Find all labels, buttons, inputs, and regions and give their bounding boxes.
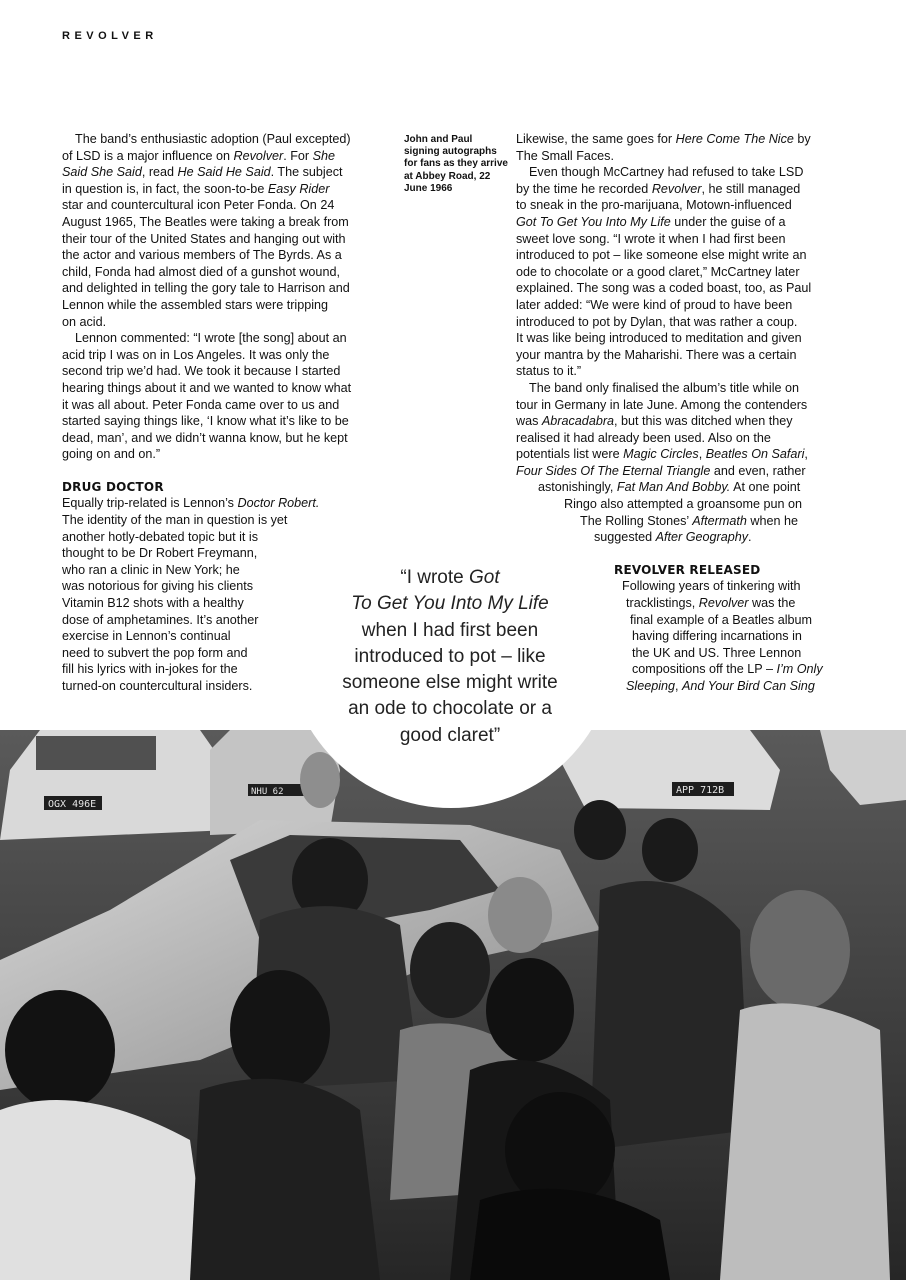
svg-text:OGX 496E: OGX 496E bbox=[48, 799, 97, 810]
svg-text:APP 712B: APP 712B bbox=[676, 785, 725, 796]
paragraph-album-title: The band only finalised the album’s title while on tour in Germany in late June. Among the contenders was Abracadabra, but this was ditched when they realised it had already been used. Also on the potentials list were Magic Circles, Beatles On Safari, Four Sides Of The Eternal Triangle and even, rather astonishingly, Fat Man And Bobby. At one point Ringo also attempted a groansome pun on The Rolling Stones’ Aftermath when he suggested After Geography. bbox=[516, 380, 808, 545]
abbey-road-photo bbox=[0, 730, 906, 1280]
photo-caption: John and Paul signing autographs for fans as they arrive at Abbey Road, 22 June 1966 bbox=[404, 134, 508, 194]
svg-text:NHU 62: NHU 62 bbox=[251, 787, 284, 797]
parked-car-right bbox=[560, 730, 906, 810]
paragraph-small-faces: Likewise, the same goes for Here Come The Nice by The Small Faces. bbox=[516, 132, 811, 163]
paragraph-lsd: The band’s enthusiastic adoption (Paul excepted) of LSD is a major influence on Revolver. For She Said She Said, read He Said He Said. The subject in question is, in fact, the soon-to-be Easy Rider star and countercultural icon Peter Fonda. On 24 August 1965, The Beatles were taking a break from their tour of the United States and hanging out with the actor and various members of The Byrds. As a child, Fonda had almost died of a gunshot wound, and delighted in telling the gory tale to Harrison and Lennon while the assembled stars were tripping on acid. bbox=[62, 132, 351, 329]
parked-car-left bbox=[0, 730, 235, 840]
paragraph-doctor-robert: Equally trip-related is Lennon’s Doctor Robert. The identity of the man in question is yet another hotly-debated topic but it is thought to be Dr Robert Freymann, who ran a clinic in New York; he was notorious for giving his clients Vitamin B12 shots with a healthy dose of amphetamines. It’s another exercise in Lennon’s continual need to subvert the pop form and fill his lyrics with in-jokes for the turned-on countercultural insiders. bbox=[62, 496, 320, 693]
photo-illustration bbox=[0, 730, 906, 1280]
section-heading-revolver-released: REVOLVER RELEASED bbox=[614, 562, 761, 577]
section-heading-drug-doctor: DRUG DOCTOR bbox=[62, 479, 164, 494]
pull-quote: “I wrote Got To Get You Into My Life when I had first been introduced to pot – like someone else might write an ode to chocolate or a good claret” bbox=[342, 567, 558, 746]
running-title: REVOLVER bbox=[62, 30, 158, 42]
paragraph-mccartney: Even though McCartney had refused to take LSD by the time he recorded Revolver, he still managed to sneak in the pro-marijuana, Motown-influenced Got To Get You Into My Life under the guise of a sweet love song. “I wrote it when I had first been introduced to pot – like someone else might write an ode to chocolate or a good claret,” McCartney later explained. The song was a coded boast, too, as Paul later added: “We were kind of proud to have been introduced to pot by Dylan, that was rather a coup. It was like being introduced to meditation and given your mantra by the Maharishi. There was a certain status to it.” bbox=[516, 165, 812, 379]
paragraph-revolver-released: Following years of tinkering with tracklistings, Revolver was the final example of a Beatles album having differing incarnations in the UK and US. Three Lennon compositions off the LP – I’m Only Sleeping, And Your Bird Can Sing bbox=[622, 579, 823, 693]
paragraph-lennon-quote: Lennon commented: “I wrote [the song] about an acid trip I was on in Los Angeles. It was only the second trip we’d had. We took it because I started hearing things about it and we wanted to know what it was all about. Peter Fonda came over to us and started saying things like, ‘I know what it’s like to be dead, man’, and we didn’t wanna know, but he kept going on and on.” bbox=[62, 331, 352, 462]
